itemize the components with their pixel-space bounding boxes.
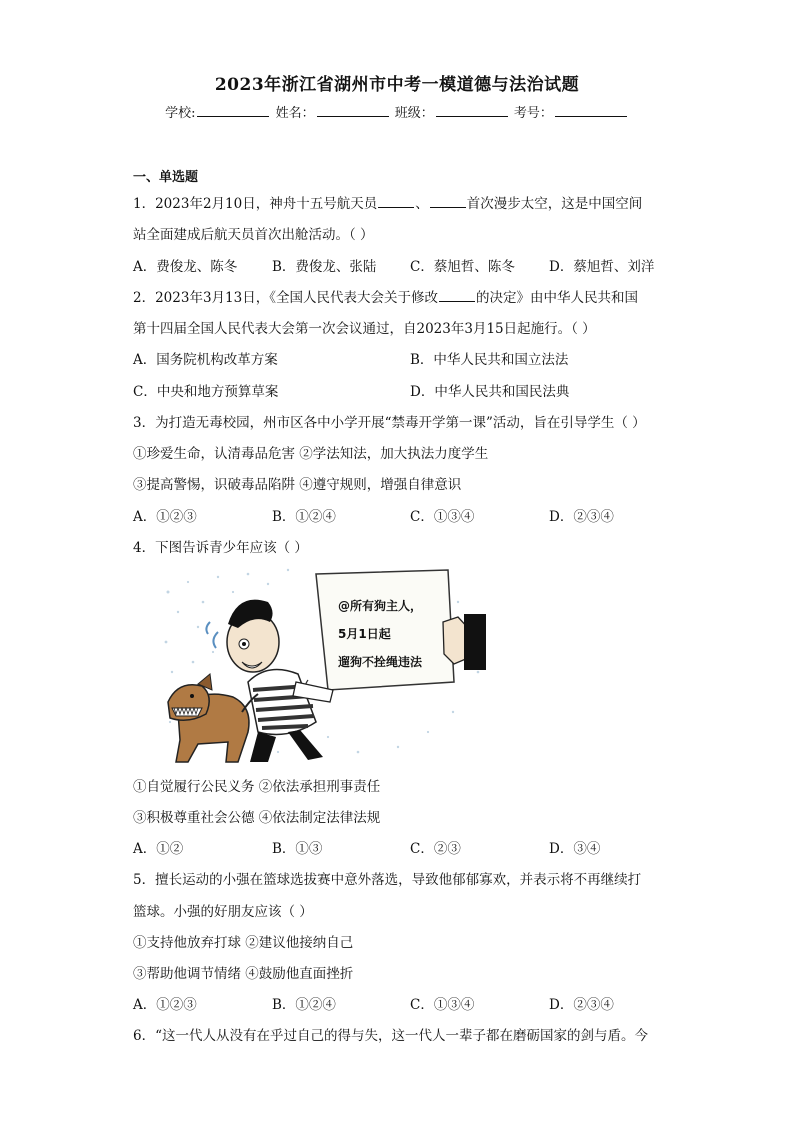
dog-leash-cartoon (158, 562, 488, 766)
student-info-line (0, 102, 794, 121)
q5-statements-2: ③帮助他调节情绪 ④鼓励他直面挫折 (133, 966, 354, 982)
q4-stem: 4．下图告诉青少年应该（ ） (133, 540, 308, 556)
q4-statements-2: ③积极尊重社会公德 ④依法制定法律法规 (133, 810, 381, 826)
q2-option-a[interactable]: A．国务院机构改革方案 (133, 352, 278, 368)
q4-statements-1: ①自觉履行公民义务 ②依法承担刑事责任 (133, 779, 381, 795)
q2-stem-line2: 第十四届全国人民代表大会第一次会议通过，自2023年3月15日起施行。（ ） (133, 321, 596, 337)
q3-option-c[interactable]: C．①③④ (410, 509, 475, 525)
q2-blank (439, 289, 475, 302)
q4-option-d[interactable]: D．③④ (549, 841, 601, 857)
q5-option-b[interactable]: B．①②④ (272, 997, 336, 1013)
exam-no-blank[interactable] (555, 104, 627, 117)
q5-stem-line1: 5．擅长运动的小强在篮球选拔赛中意外落选，导致他郁郁寡欢，并表示将不再继续打 (133, 872, 642, 888)
q3-stem: 3．为打造无毒校园，州市区各中小学开展“禁毒开学第一课”活动，旨在引导学生（ ） (133, 415, 646, 431)
q6-stem-line1: 6．“这一代人从没有在乎过自己的得与失，这一代人一辈子都在磨砺国家的剑与盾。今 (133, 1028, 648, 1044)
q3-option-d[interactable]: D．②③④ (549, 509, 614, 525)
q1-option-b[interactable]: B．费俊龙、张陆 (272, 259, 377, 275)
q2-text-b: 的决定》由中华人民共和国 (475, 290, 638, 306)
q1-option-d[interactable]: D．蔡旭哲、刘洋 (549, 259, 655, 275)
q3-statements-1: ①珍爱生命，认清毒品危害 ②学法知法，加大执法力度学生 (133, 446, 489, 462)
exam-no-label: 考号： (513, 106, 553, 121)
class-blank[interactable] (436, 104, 508, 117)
q2-option-b[interactable]: B．中华人民共和国立法法 (410, 352, 569, 368)
section-heading: 一、单选题 (133, 170, 199, 185)
class-label: 班级： (394, 106, 434, 121)
name-blank[interactable] (317, 104, 389, 117)
q4-option-a[interactable]: A．①② (133, 841, 184, 857)
school-blank[interactable] (197, 104, 269, 117)
q1-option-c[interactable]: C．蔡旭哲、陈冬 (410, 259, 515, 275)
notice-line-3: 遛狗不拴绳违法 (338, 655, 423, 669)
q2-stem-line1 (133, 286, 638, 306)
q1-text-a: 1．2023年2月10日，神舟十五号航天员 (133, 196, 378, 212)
q5-option-a[interactable]: A．①②③ (133, 997, 197, 1013)
q1-stem-line1 (133, 192, 642, 212)
sleeve (464, 614, 486, 670)
notice-line-2: 5月1日起 (338, 627, 391, 641)
q2-text-a: 2．2023年3月13日，《全国人民代表大会关于修改 (133, 290, 438, 306)
q5-stem-line2: 篮球。小强的好朋友应该（ ） (133, 904, 313, 920)
q1-stem-line2: 站全面建成后航天员首次出舱活动。（ ） (133, 227, 374, 243)
q2-option-c[interactable]: C．中央和地方预算草案 (133, 384, 279, 400)
dog-figure (168, 674, 258, 762)
q3-option-b[interactable]: B．①②④ (272, 509, 336, 525)
q5-statements-1: ①支持他放弃打球 ②建议他接纳自己 (133, 935, 354, 951)
q3-statements-2: ③提高警惕，识破毒品陷阱 ④遵守规则，增强自律意识 (133, 477, 462, 493)
q5-option-d[interactable]: D．②③④ (549, 997, 614, 1013)
q2-option-d[interactable]: D．中华人民共和国民法典 (410, 384, 570, 400)
q1-option-a[interactable]: A．费俊龙、陈冬 (133, 259, 238, 275)
notice-line-1: @所有狗主人， (338, 599, 423, 613)
q4-option-b[interactable]: B．①③ (272, 841, 323, 857)
q5-option-c[interactable]: C．①③④ (410, 997, 475, 1013)
q1-text-b: 、 (415, 196, 429, 212)
page-title: 2023年浙江省湖州市中考一模道德与法治试题 (214, 75, 580, 95)
q1-text-c: 首次漫步太空，这是中国空间 (466, 196, 643, 212)
school-label: 学校: (165, 106, 196, 121)
q1-blank-2 (430, 195, 466, 208)
q1-blank-1 (378, 195, 414, 208)
q4-option-c[interactable]: C．②③ (410, 841, 461, 857)
q3-option-a[interactable]: A．①②③ (133, 509, 197, 525)
name-label: 姓名： (275, 106, 315, 121)
